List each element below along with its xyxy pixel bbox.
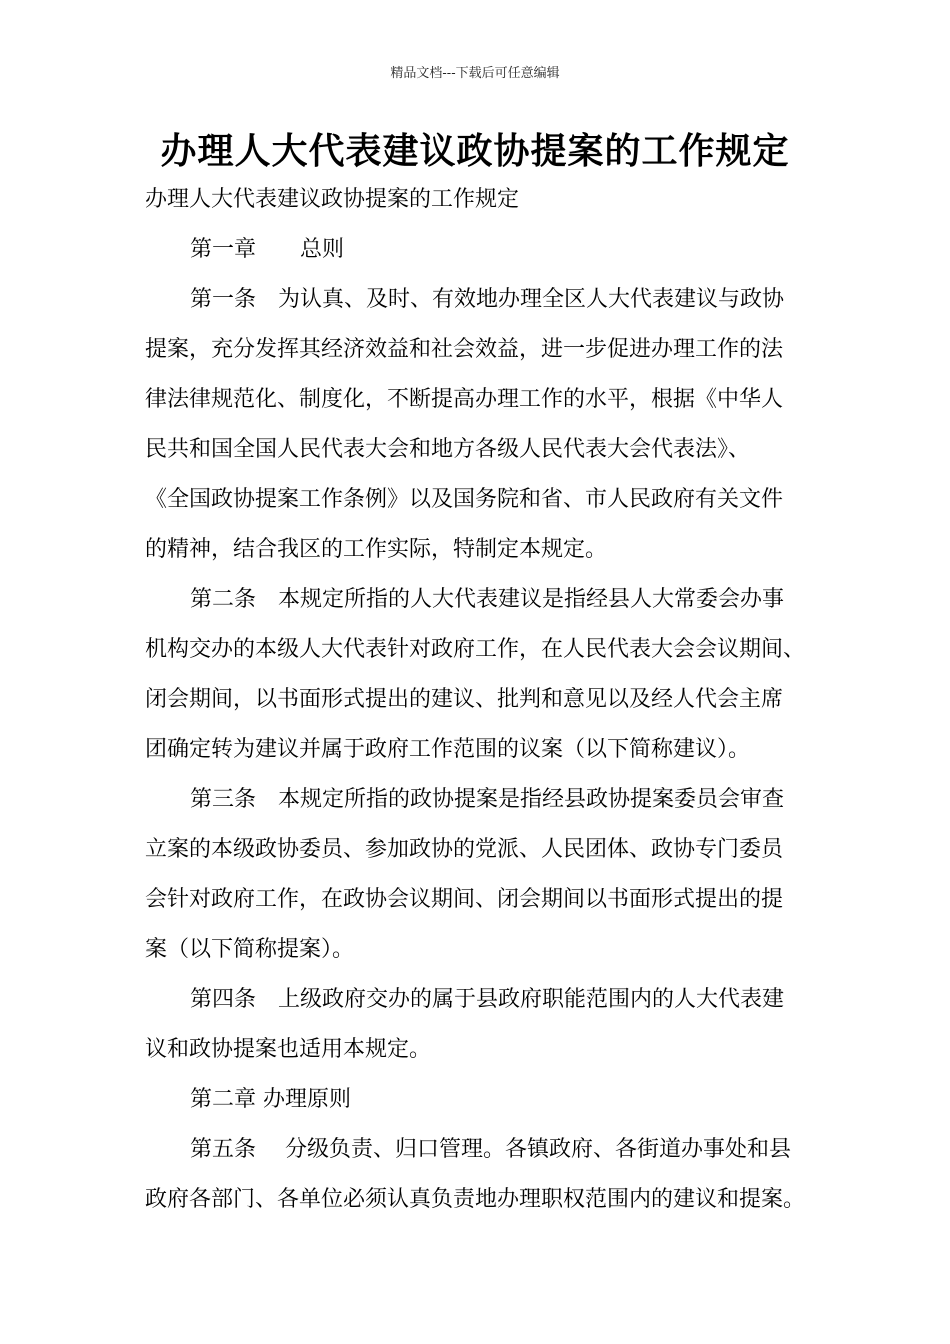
subtitle-line: 办理人大代表建议政协提案的工作规定 [145, 187, 520, 212]
paragraph-line: 立案的本级政协委员、参加政协的党派、人民团体、政协专门委员 [145, 837, 784, 862]
paragraph-line: 政府各部门、各单位必须认真负责地办理职权范围内的建议和提案。 [145, 1187, 806, 1212]
paragraph-line: 机构交办的本级人大代表针对政府工作，在人民代表大会会议期间、 [145, 637, 806, 662]
paragraph-line: 案（以下简称提案）。 [145, 937, 355, 962]
paragraph-line: 议和政协提案也适用本规定。 [145, 1037, 432, 1062]
paragraph-line: 民共和国全国人民代表大会和地方各级人民代表大会代表法》、 [145, 437, 751, 462]
chapter-heading: 第一章 总则 [190, 237, 345, 262]
paragraph-line: 第四条 上级政府交办的属于县政府职能范围内的人大代表建 [190, 987, 785, 1012]
paragraph-line: 律法律规范化、制度化，不断提高办理工作的水平，根据《中华人 [145, 387, 784, 412]
paragraph-line: 团确定转为建议并属于政府工作范围的议案（以下简称建议）。 [145, 737, 751, 762]
paragraph-line: 第一条 为认真、及时、有效地办理全区人大代表建议与政协 [190, 287, 785, 312]
paragraph-line: 提案，充分发挥其经济效益和社会效益，进一步促进办理工作的法 [145, 337, 784, 362]
paragraph-line: 第五条 分级负责、归口管理。各镇政府、各街道办事处和县 [190, 1137, 791, 1162]
paragraph-line: 第三条 本规定所指的政协提案是指经县政协提案委员会审查 [190, 787, 785, 812]
paragraph-line: 会针对政府工作，在政协会议期间、闭会期间以书面形式提出的提 [145, 887, 784, 912]
document-title: 办理人大代表建议政协提案的工作规定 [160, 131, 790, 172]
paragraph-line: 的精神，结合我区的工作实际，特制定本规定。 [145, 537, 608, 562]
paragraph-line: 闭会期间，以书面形式提出的建议、批判和意见以及经人代会主席 [145, 687, 784, 712]
chapter-heading: 第二章 办理原则 [190, 1087, 351, 1112]
paragraph-line: 第二条 本规定所指的人大代表建议是指经县人大常委会办事 [190, 587, 785, 612]
page-header: 精品文档---下载后可任意编辑 [390, 66, 560, 81]
paragraph-line: 《全国政协提案工作条例》以及国务院和省、市人民政府有关文件 [145, 487, 784, 512]
